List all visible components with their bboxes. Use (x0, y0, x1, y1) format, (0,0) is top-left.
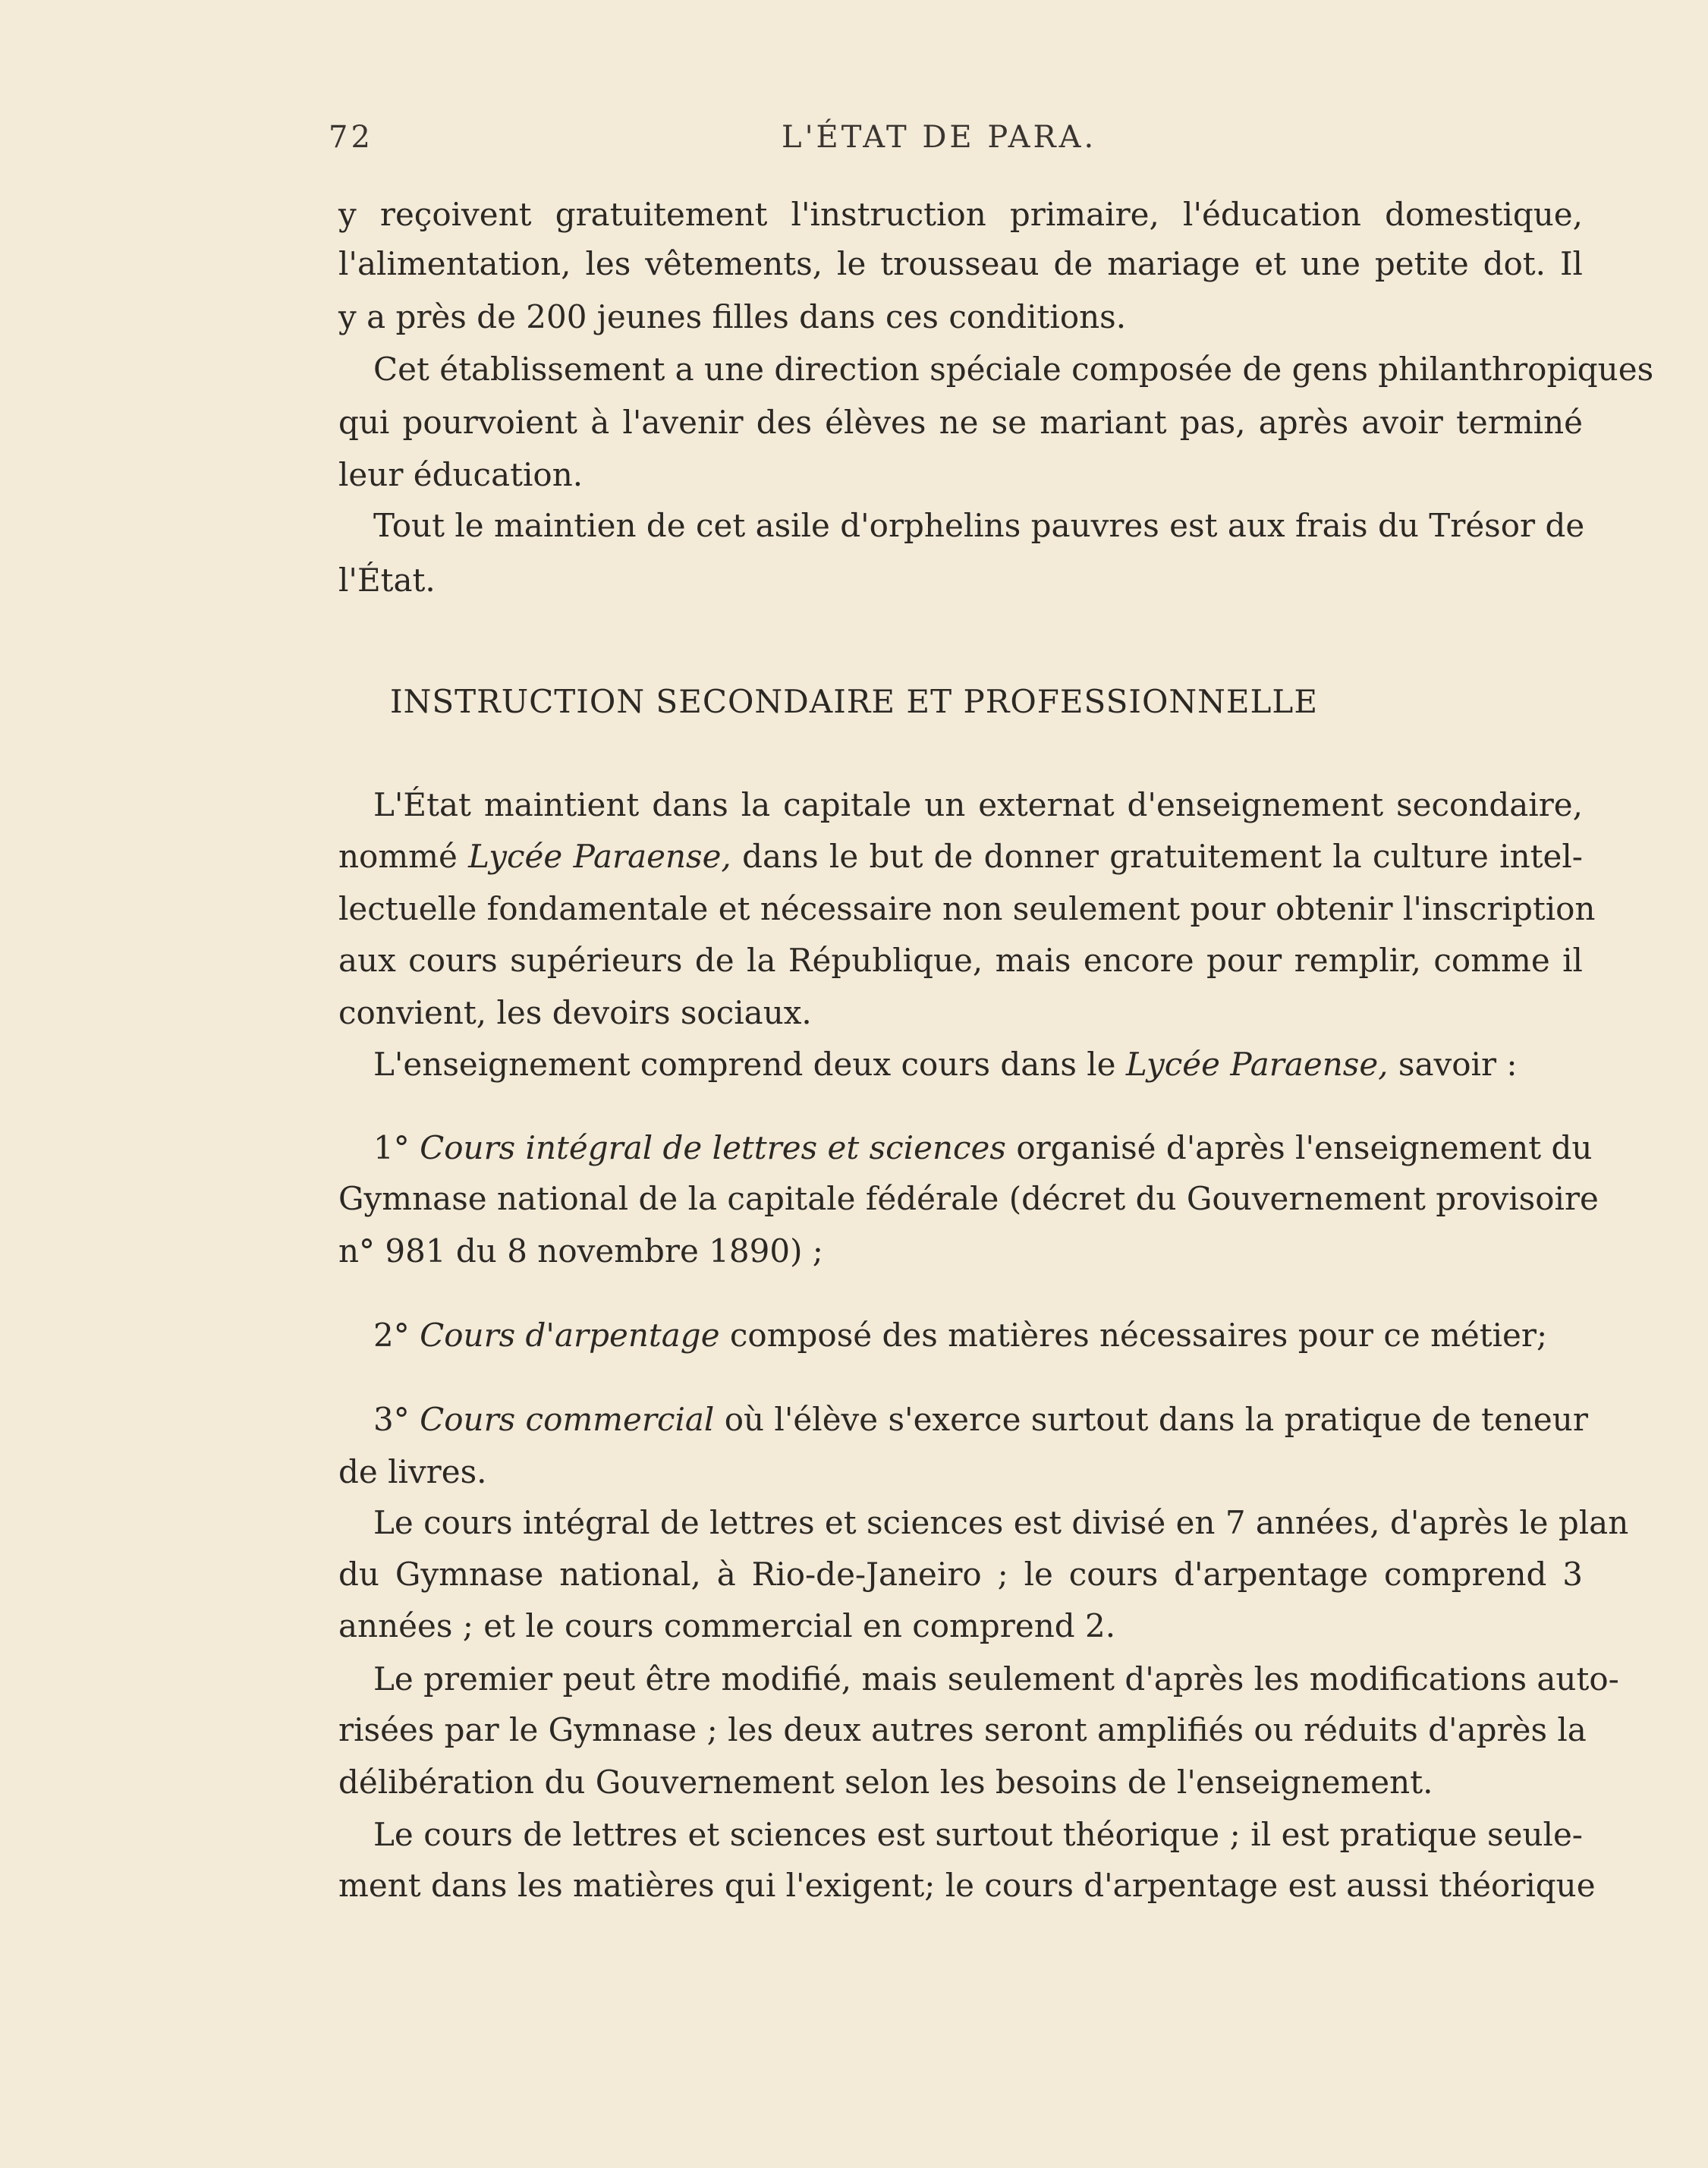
text-line: du Gymnase national, à Rio-de-Janeiro ; le cours d'arpentage comprend 3 (338, 1556, 1583, 1593)
text-line: convient, les devoirs sociaux. (338, 994, 812, 1031)
text-line (373, 1317, 1583, 1355)
italic-term: Lycée Paraense, (1125, 1046, 1389, 1083)
text-line: Le cours de lettres et sciences est surtout théorique ; il est pratique seule- (373, 1816, 1583, 1853)
text-line: y reçoivent gratuitement l'instruction primaire, l'éducation domestique, (338, 196, 1583, 233)
text-fragment: où l'élève s'exerce surtout dans la pratique de teneur (724, 1401, 1588, 1438)
text-line: Tout le maintien de cet asile d'orphelins pauvres est aux frais du Trésor de (373, 507, 1585, 544)
text-line: risées par le Gymnase ; les deux autres seront amplifiés ou réduits d'après la (338, 1711, 1587, 1748)
italic-term: Cours intégral de lettres et sciences (420, 1129, 1006, 1166)
text-line: de livres. (338, 1453, 487, 1490)
italic-term: Lycée Paraense, (468, 838, 731, 875)
text-fragment: dans le but de donner gratuitement la culture intel- (742, 838, 1583, 875)
list-number: 1° (373, 1129, 410, 1166)
text-fragment: L'enseignement comprend deux cours dans le (373, 1046, 1116, 1083)
text-line: y a près de 200 jeunes filles dans ces conditions. (338, 298, 1127, 335)
running-title: L'ÉTAT DE PARA. (782, 120, 1097, 155)
text-line: l'alimentation, les vêtements, le trousseau de mariage et une petite dot. Il (338, 245, 1583, 282)
text-line: années ; et le cours commercial en comprend 2. (338, 1607, 1116, 1644)
section-heading: INSTRUCTION SECONDAIRE ET PROFESSIONNELLE (390, 683, 1318, 720)
list-number: 2° (373, 1317, 410, 1354)
text-fragment: composé des matières nécessaires pour ce métier; (729, 1317, 1548, 1354)
text-line: Gymnase national de la capitale fédérale (décret du Gouvernement provisoire (338, 1180, 1599, 1217)
text-line (373, 1046, 1518, 1084)
text-line (373, 1129, 1593, 1167)
text-line: aux cours supérieurs de la République, mais encore pour remplir, comme il (338, 942, 1583, 979)
text-fragment: organisé d'après l'enseignement du (1016, 1129, 1593, 1166)
page-number: 72 (329, 120, 373, 155)
text-line: Le premier peut être modifié, mais seulement d'après les modifications auto- (373, 1660, 1619, 1698)
text-fragment: savoir : (1398, 1046, 1518, 1083)
text-line: l'État. (338, 562, 436, 599)
text-line (373, 1401, 1588, 1439)
text-line: n° 981 du 8 novembre 1890) ; (338, 1232, 823, 1270)
italic-term: Cours d'arpentage (420, 1317, 720, 1354)
text-line: délibération du Gouvernement selon les besoins de l'enseignement. (338, 1764, 1433, 1801)
text-line: qui pourvoient à l'avenir des élèves ne se mariant pas, après avoir terminé (338, 404, 1583, 441)
text-line: Le cours intégral de lettres et sciences est divisé en 7 années, d'après le plan (373, 1504, 1629, 1541)
text-line: Cet établissement a une direction spéciale composée de gens philanthropiques (373, 351, 1654, 388)
text-line: ment dans les matières qui l'exigent; le cours d'arpentage est aussi théorique (338, 1867, 1596, 1904)
italic-term: Cours commercial (420, 1401, 715, 1438)
text-line: lectuelle fondamentale et nécessaire non seulement pour obtenir l'inscription (338, 890, 1596, 927)
text-line (338, 838, 1583, 876)
text-fragment: nommé (338, 838, 458, 875)
text-line: L'État maintient dans la capitale un externat d'enseignement secondaire, (373, 786, 1583, 823)
list-number: 3° (373, 1401, 410, 1438)
text-line: leur éducation. (338, 456, 583, 493)
